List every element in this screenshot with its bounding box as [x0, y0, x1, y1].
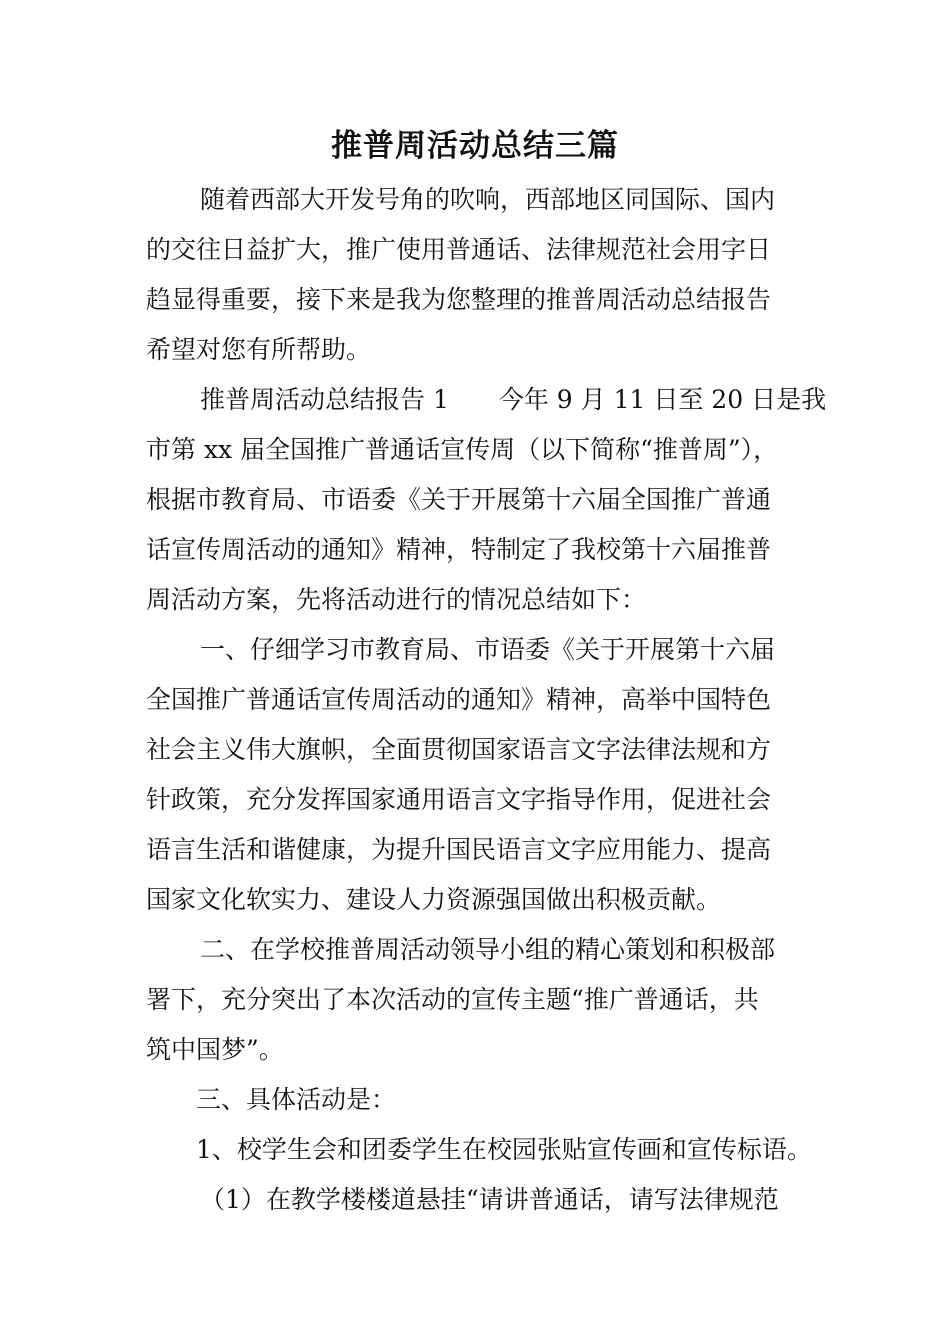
paragraph-line: 国家文化软实力、建设人力资源强国做出积极贡献。 — [146, 885, 722, 914]
report-date-text: 今年 9 月 11 日至 20 日是我 — [498, 385, 827, 414]
paragraph-line: 署下，充分突出了本次活动的宣传主题“推广普通话，共 — [146, 985, 759, 1014]
paragraph-line: 趋显得重要，接下来是我为您整理的推普周活动总结报告 — [146, 285, 772, 314]
paragraph-line: 全国推广普通话宣传周活动的通知》精神，高举中国特色 — [146, 685, 772, 714]
paragraph-line: 希望对您有所帮助。 — [146, 335, 372, 364]
paragraph-line: 针政策，充分发挥国家通用语言文字指导作用，促进社会 — [146, 785, 772, 814]
report-heading: 推普周活动总结报告 1 — [200, 385, 449, 414]
paragraph-line: 话宣传周活动的通知》精神，特制定了我校第十六届推普 — [146, 535, 772, 564]
paragraph-line: 三、具体活动是： — [196, 1085, 397, 1114]
paragraph-line: 语言生活和谐健康，为提升国民语言文字应用能力、提高 — [146, 835, 772, 864]
paragraph-line: 根据市教育局、市语委《关于开展第十六届全国推广普通 — [146, 485, 772, 514]
paragraph-line: 社会主义伟大旗帜，全面贯彻国家语言文字法律法规和方 — [146, 735, 772, 764]
paragraph-line: （1）在教学楼楼道悬挂“请讲普通话，请写法律规范 — [200, 1185, 779, 1214]
paragraph-line: 一、仔细学习市教育局、市语委《关于开展第十六届 — [200, 635, 776, 664]
document-title: 推普周活动总结三篇 — [331, 128, 619, 164]
paragraph-line: 随着西部大开发号角的吹响，西部地区同国际、国内 — [200, 185, 776, 214]
paragraph-line: 市第 xx 届全国推广普通话宣传周（以下简称“推普周”）， — [146, 435, 779, 464]
paragraph-line: 1、校学生会和团委学生在校园张贴宣传画和宣传标语。 — [196, 1135, 812, 1164]
paragraph-line: 二、在学校推普周活动领导小组的精心策划和积极部 — [200, 935, 776, 964]
paragraph-line — [146, 380, 827, 420]
paragraph-line: 的交往日益扩大，推广使用普通话、法律规范社会用字日 — [146, 235, 772, 264]
paragraph-line: 周活动方案，先将活动进行的情况总结如下： — [146, 585, 647, 614]
paragraph-line: 筑中国梦”。 — [146, 1035, 284, 1064]
